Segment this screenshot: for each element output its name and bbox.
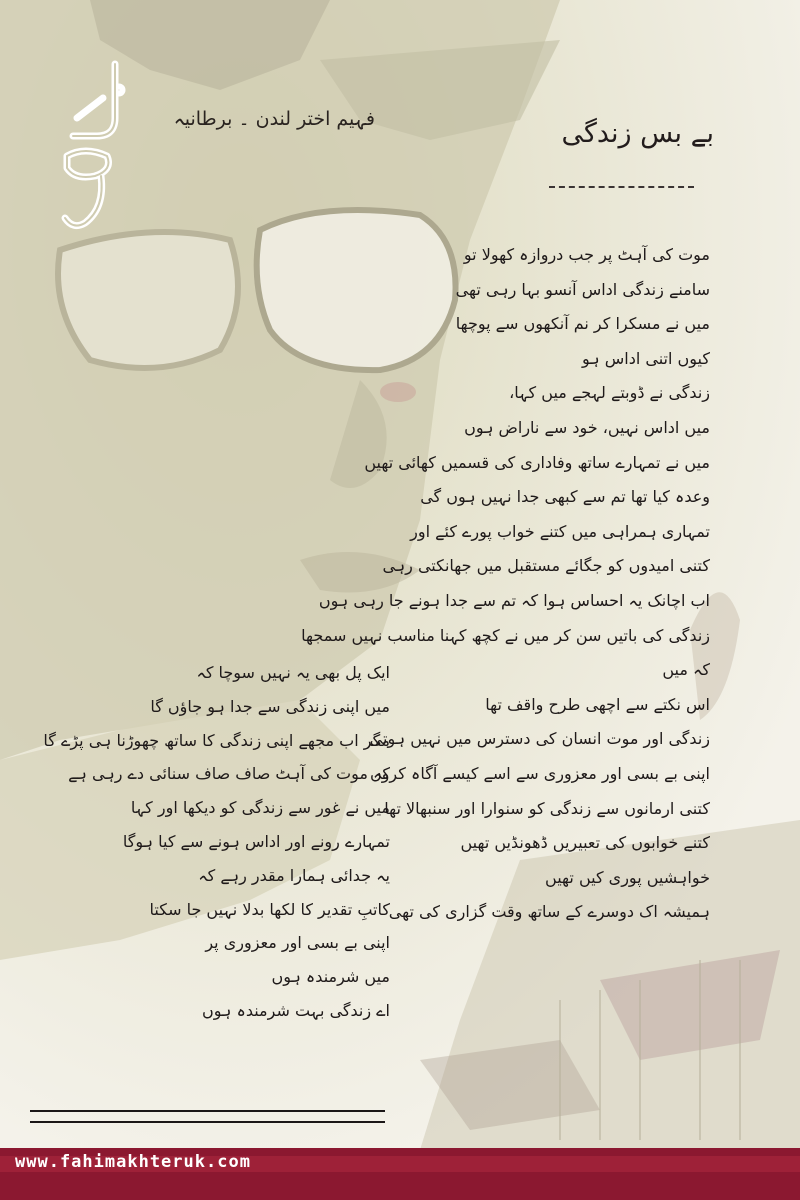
closing-rule-top [30, 1110, 385, 1112]
verse-line: کیوں اتنی اداس ہو [582, 348, 710, 368]
verse-line: میں اپنی زندگی سے جدا ہو جاؤں گا [150, 696, 390, 716]
verse-line: خواہشیں پوری کیں تھیں [545, 867, 710, 887]
verse-line: اب اچانک یہ احساس ہوا کہ تم سے جدا ہونے جا رہی ہوں [318, 590, 710, 610]
verse-line: مگر اب مجھے اپنی زندگی کا ساتھ چھوڑنا ہی پڑے گا [43, 730, 390, 750]
verse-line: اپنی بے بسی اور معزوری سے اسے کیسے آگاہ کروں [369, 763, 710, 783]
verse-line: کہ میں [662, 660, 710, 680]
verse-line: یہ جدائی ہمارا مقدر رہے کہ [198, 865, 390, 885]
verse-line: زندگی اور موت انسان کی دسترس میں نہیں ہوتی [369, 729, 710, 749]
verse-line: کہ موت کی آہٹ صاف صاف سنائی دے رہی ہے [68, 764, 390, 784]
website-link[interactable]: www.fahimakhteruk.com [15, 1152, 251, 1172]
genre-word-text: نظم [55, 58, 57, 59]
verse-line: موت کی آہٹ پر جب دروازہ کھولا تو [463, 245, 710, 264]
poet-byline: فہیم اختر لندن ۔ برطانیہ [173, 108, 375, 130]
verse-line: میں نے مسکرا کر نم آنکھوں سے پوچھا [455, 314, 710, 334]
poem-left-column [10, 656, 390, 1028]
verse-line: اپنی بے بسی اور معزوری پر [205, 933, 390, 953]
closing-rule-bottom [30, 1121, 385, 1123]
verse-line: اے زندگی بہت شرمندہ ہوں [201, 1000, 390, 1020]
verse-line: میں شرمندہ ہوں [271, 967, 390, 987]
verse-line: کتنی امیدوں کو جگائے مستقبل میں جھانکتی رہی [382, 556, 710, 576]
verse-line: کتنے خوابوں کی تعبیریں ڈھونڈیں تھیں [460, 833, 710, 853]
verse-line: میں اداس نہیں، خود سے ناراض ہوں [464, 417, 710, 437]
title-underline-divider [549, 186, 694, 188]
verse-line: سامنے زندگی اداس آنسو بہا رہی تھی [455, 279, 710, 299]
verse-line: تمہاری ہمراہی میں کتنے خواب پورے کئے اور [410, 521, 710, 541]
genre-word-calligraphy [55, 58, 135, 238]
verse-line: اس نکتے سے اچھی طرح واقف تھا [485, 694, 710, 714]
verse-line: ایک پل بھی یہ نہیں سوچا کہ [196, 663, 390, 682]
verse-line: زندگی کی باتیں سن کر میں نے کچھ کہنا مناسب نہیں سمجھا [301, 625, 710, 645]
verse-line: وعدہ کیا تھا تم سے کبھی جدا نہیں ہوں گی [420, 487, 710, 507]
verse-line: میں نے غور سے زندگی کو دیکھا اور کہا [130, 798, 390, 818]
poem-title: بے بس زندگی [561, 118, 714, 149]
verse-line: تمہارے رونے اور اداس ہونے سے کیا ہوگا [122, 831, 390, 851]
verse-line: ہمیشہ اک دوسرے کے ساتھ وقت گزاری کی تھی [388, 902, 710, 922]
verse-line: زندگی نے ڈوبتے لہجے میں کہا، [509, 383, 710, 403]
verse-line: کاتبِ تقدیر کا لکھا بدلا نہیں جا سکتا [149, 899, 390, 919]
verse-line: کتنی ارمانوں سے زندگی کو سنوارا اور سنبھالا تھا [384, 798, 710, 818]
verse-line: میں نے تمہارے ساتھ وفاداری کی قسمیں کھائی تھیں [364, 452, 710, 472]
